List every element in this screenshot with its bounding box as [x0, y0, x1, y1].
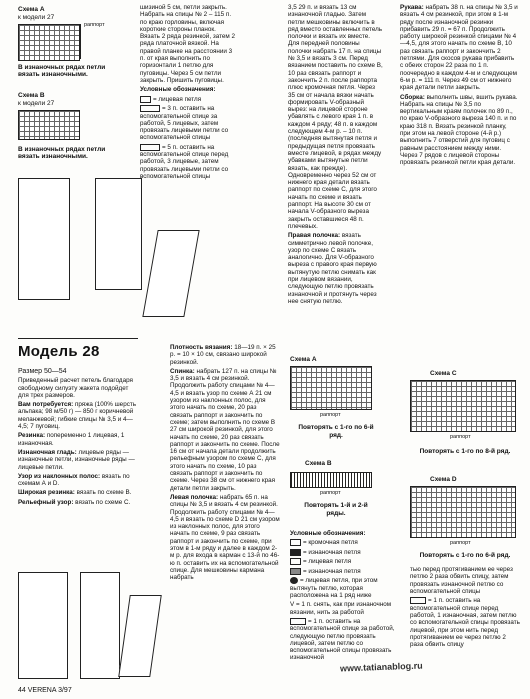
rib-label: Резинка: — [18, 432, 46, 440]
watermark: www.tatianablog.ru — [339, 660, 423, 674]
pattern-label: Узор из наклонных полос: — [18, 472, 101, 480]
col4-bottom-p1: тью перед протягиванием ее через петлю 2 раза обвить спицу, затем провязать изнаночной петлю со вспомогательной спицы — [410, 566, 513, 595]
right-front-text: вязать симметрично левой полочке, узор по схеме С вязать аналогично. Для V-образного выреза с правого края первую вытянутую петлю снимать как при лицевом вязании, следующую петлю провязать изнаночной и протянуть через нее снятую петлю. — [288, 232, 377, 305]
legend2-item-text: = лицевая петля — [303, 558, 352, 566]
right-front-title: Правая полочка: — [288, 232, 341, 240]
back-text: набрать 127 п. на спицы № 3,5 и вязать 4 см резинкой. Продолжить работу спицами № 4—4,5 и вязать узор по схеме А 21 см узором из наклонных полос, для этого начать по схеме, 20 раз связать раппорт и закончить по схеме; затем выполнить по схеме В 27 см широкой резинкой, для этого начать по схеме, 20 раз связать раппорт и закончить по схеме. После 16 см от начала детали продолжить рельефным узором по схеме С, для этого начать по схеме, 10 раз связать раппорт и закончить по схеме. Через 38 см от нижнего края детали петли закрыть. — [170, 367, 280, 492]
wide-rib-text: вязать по схеме В. — [76, 489, 132, 497]
cross-stitch-front-icon — [410, 597, 426, 604]
scheme-28b-chart — [290, 472, 372, 488]
scheme-28c-chart — [410, 380, 516, 432]
scheme-28a-chart — [290, 366, 372, 410]
legend2-item — [290, 568, 398, 575]
scheme-b-chart — [18, 110, 80, 140]
collar-paragraph: шизиной 5 см, петли закрыть. Набрать на спицы № 2 – 115 п. по краю горловины, включая короткие стороны планок. Вязать 2 ряда резинкой, затем 2 ряда платочной вязкой. На правой планке на расстоянии 3 п. от края выполнить по горизонтали 1 петлю для пуговицы. Через 5 см петли закрыть. Пришить пуговицы. — [140, 4, 235, 84]
materials-text: пряжа (100% шерсть альпака; 98 м/50 г) — 850 г коричневой меланжевой; гибкие спицы № 3,5 и 4—4,5; 7 пуговиц. — [18, 401, 137, 431]
scheme-28b-title: Схема В — [305, 460, 332, 467]
legend2-item — [290, 539, 398, 546]
scheme-28c-title: Схема С — [430, 370, 457, 377]
footer — [18, 687, 72, 694]
m28-sleeve-piece — [118, 595, 162, 677]
pattern-text: вязать по схемам А и D. — [18, 472, 130, 488]
scheme-28a-caption: Повторять с 1-го по 6-й ряд. — [298, 424, 374, 439]
knit-stitch-icon — [290, 558, 301, 565]
purl-label: Изнаночная гладь: — [18, 448, 77, 456]
col2-bottom-text — [170, 344, 280, 684]
wide-rib-label: Широкая резинка: — [18, 489, 75, 497]
left-front-continued: 3,5 29 п. и вязать 13 см изнаночной гладью. Затем петли мешковины включить в ряд вместо оставленных петель полочки и вязать их вместе. Для передней половины полочки набрать 17 п. на спицы № 3,5 и вязать 3 см. Перед вязанием поставить по схеме В, 10 раз связать раппорт и закончить 2 п. после раппорта плюс кромочная петля. Через 35 см от начала вязки начать формировать V-образный вырез: на лицевой стороне убавлять с левого края 1 п. в каждом 4 ряду; 48 п. в каждом следующем 4-м р. – 10 п. (последняя вытянутая петля и предыдущая петля провязать вместе лицевой, в рядах между убавками вытянутые петли вязать, как прежде). Одновременно через 52 см от нижнего края детали вязать раппорт по схеме С, для этого начать по схеме и вязать раппорт. На высоте 30 см от начала V-образного выреза закрыть оставшиеся 48 п. плечевых. — [288, 4, 383, 230]
materials-label: Вам потребуется: — [18, 401, 74, 409]
relief-text: вязать по схеме С. — [75, 498, 131, 506]
legend2-title: Условные обозначения: — [290, 530, 366, 537]
model-title: Модель 28 — [18, 343, 100, 360]
scheme-28d-title: Схема D — [430, 476, 457, 483]
rapport-label: раппорт — [84, 22, 105, 28]
col4-top-text — [400, 4, 518, 344]
m28-back-piece — [18, 572, 68, 679]
scheme-28c-caption: Повторять с 1-го по 8-й ряд. — [419, 448, 511, 455]
sleeves-title: Рукава: — [400, 4, 424, 11]
legend2-item-text: = 1 п. оставить на вспомогательной спице за работой, следующую петлю провязать лицевой, затем петлю со вспомогательной спицы провязать изнаночной — [290, 618, 395, 662]
col2-top-text — [140, 4, 236, 182]
model-size: Размер 50—54 — [18, 368, 67, 375]
m28-front-piece — [80, 572, 120, 679]
col3-top-text — [288, 4, 383, 344]
scheme-28d-caption: Повторять с 1-го по 6-й ряд. — [419, 552, 511, 559]
legend-item-cable-front — [140, 144, 236, 181]
col4-bottom-p2 — [410, 597, 520, 648]
scheme-b-title: Схема В — [18, 92, 45, 99]
cable-back-icon — [140, 105, 160, 112]
scheme-28d-rapport: раппорт — [450, 540, 471, 546]
page-number: 44 — [18, 687, 26, 694]
legend2-item: V = 1 п. снять, как при изнаночном вязании, нить за работой — [290, 601, 392, 616]
legend-item-knit — [140, 96, 236, 103]
purl-text: лицевые ряды — изнаночные петли, изнаночные ряды — лицевые петли. — [18, 448, 135, 471]
col4-bottom-p2-text: = 1 п. оставить на вспомогательной спице перед работой, 1 изнаночная, затем петлю со вспомогательной спицы провязать лицевой, при этом нить перед протягиванием ее через петлю 2 раза обвить спицу — [410, 597, 520, 649]
purl-stitch-icon — [290, 549, 301, 556]
scheme-28c-rapport: раппорт — [450, 434, 471, 440]
cross-stitch-icon — [290, 618, 306, 625]
scheme-a-note: В изнаночных рядах петли вязать изнаночными. — [18, 64, 106, 79]
legend2-item-text: = кромочная петля — [303, 539, 358, 547]
density-text: 18—19 п. × 25 р. = 10 × 10 см, связано широкой резинкой. — [170, 344, 276, 366]
scheme-a-chart — [18, 24, 80, 61]
model-intro: Приведенный расчет петель благодаря свободному силуэту жакета подойдет для трех размеров. — [18, 377, 133, 399]
model-divider — [18, 338, 138, 339]
knit-stitch-icon — [140, 96, 151, 103]
relief-label: Рельефный узор: — [18, 498, 74, 506]
legend-item-cable-back — [140, 105, 236, 142]
col4-bottom-text — [410, 566, 520, 681]
density-label: Плотность вязания: — [170, 344, 233, 351]
left-front-text: набрать 65 п. на спицы № 3,5 и вязать 4 см резинкой. Продолжить работу спицами № 4—4,5 и вязать по схеме D 21 см узором из наклонных полос, для этого начать по схеме, 9 раз связать раппорт и закончить по схеме, при этом в 1-м ряду и далее в каждом 2-м р. для входа в карман с 13-й по 46-ю п. оставить их на вспомогательной спице. Для мешковины кармана набрать — [170, 493, 280, 582]
left-front-label: Левая полочка: — [170, 493, 219, 501]
legend2-item-text: = лицевая петля, при этом вытянуть петлю, которая расположена на 1 ряд ниже — [290, 577, 378, 599]
legend-item-cable-back-text: = 3 п. оставить на вспомогательной спице за работой, 5 лицевых, затем провязать лицевыми петли со вспомогательной спицы — [140, 105, 229, 142]
scheme-b-subtitle: к модели 27 — [18, 100, 55, 107]
rapport-bracket — [80, 24, 81, 59]
legend2-item — [290, 577, 398, 599]
scheme-28d-chart — [410, 486, 516, 538]
magazine-name: VERENA 3/97 — [27, 687, 72, 694]
front-pattern-piece — [95, 178, 142, 290]
purl-stitch-icon — [290, 568, 301, 575]
legend-item-cable-front-text: = 5 п. оставить на вспомогательной спице перед работой, 3 лицевые, затем провязать лицевыми петли со вспомогательной спицы — [140, 143, 229, 181]
assembly-text: выполнить швы, вшить рукава. Набрать на спицы № 3,5 по вертикальным краям полочек по 89 п., по краю V-образного выреза 140 п. и по краю 318 п. Вязать резинкой планку, при этом на левой стороне (4-й р.) выполнить 7 отверстий для пуговиц с равным расстоянием между ними. Через 7 рядов с лицевой стороны провязать резинкой петли края детали. — [400, 93, 518, 167]
legend2-item-text: = изнаночная петля — [303, 548, 361, 556]
scheme-28b-rapport: раппорт — [320, 490, 341, 496]
legend2-item — [290, 618, 398, 662]
legend2-item — [290, 558, 398, 565]
scheme-b-note: В изнаночных рядах петли вязать изнаночными. — [18, 146, 106, 161]
scheme-a-title: Схема А — [18, 6, 45, 13]
cable-front-icon — [140, 144, 160, 151]
scheme-28a-title: Схема А — [290, 356, 317, 363]
legend-item-knit-text: = лицевая петля — [153, 95, 202, 103]
sleeves-text: набрать 38 п. на спицы № 3,5 и вязать 4 см резинкой, при этом в 1-м ряду после изнаночной резинки прибавить 29 п. = 67 п. Продолжить работу широкой резинкой спицами № 4—4,5, для этого начать по схеме В, 10 раз связать раппорт и закончить 2 петлями. Для скосов рукава прибавить с обеих сторон 22 раза по 1 п. поочередно в каждом 4-м и следующем 6-м р. = 111 п. Через 49 см от нижнего края детали петли закрыть. — [400, 4, 518, 92]
assembly-title: Сборка: — [400, 93, 425, 101]
model-28-intro — [18, 368, 138, 568]
legend2-item — [290, 549, 398, 556]
edge-stitch-icon — [290, 539, 301, 546]
scheme-28b-caption: Повторять 1-й и 2-й ряды. — [304, 502, 368, 517]
scheme-28a-rapport: раппорт — [320, 412, 341, 418]
sleeve-pattern-piece — [142, 230, 199, 317]
legend-title: Условные обозначения: — [140, 86, 216, 94]
elongated-stitch-icon — [290, 577, 298, 584]
back-label: Спинка: — [170, 367, 195, 375]
rib-text: попеременно 1 лицевая, 1 изнаночная. — [18, 432, 125, 447]
back-pattern-piece — [18, 178, 70, 300]
legend2-item-text: = изнаночная петля — [303, 567, 361, 575]
scheme-a-subtitle: к модели 27 — [18, 14, 55, 21]
